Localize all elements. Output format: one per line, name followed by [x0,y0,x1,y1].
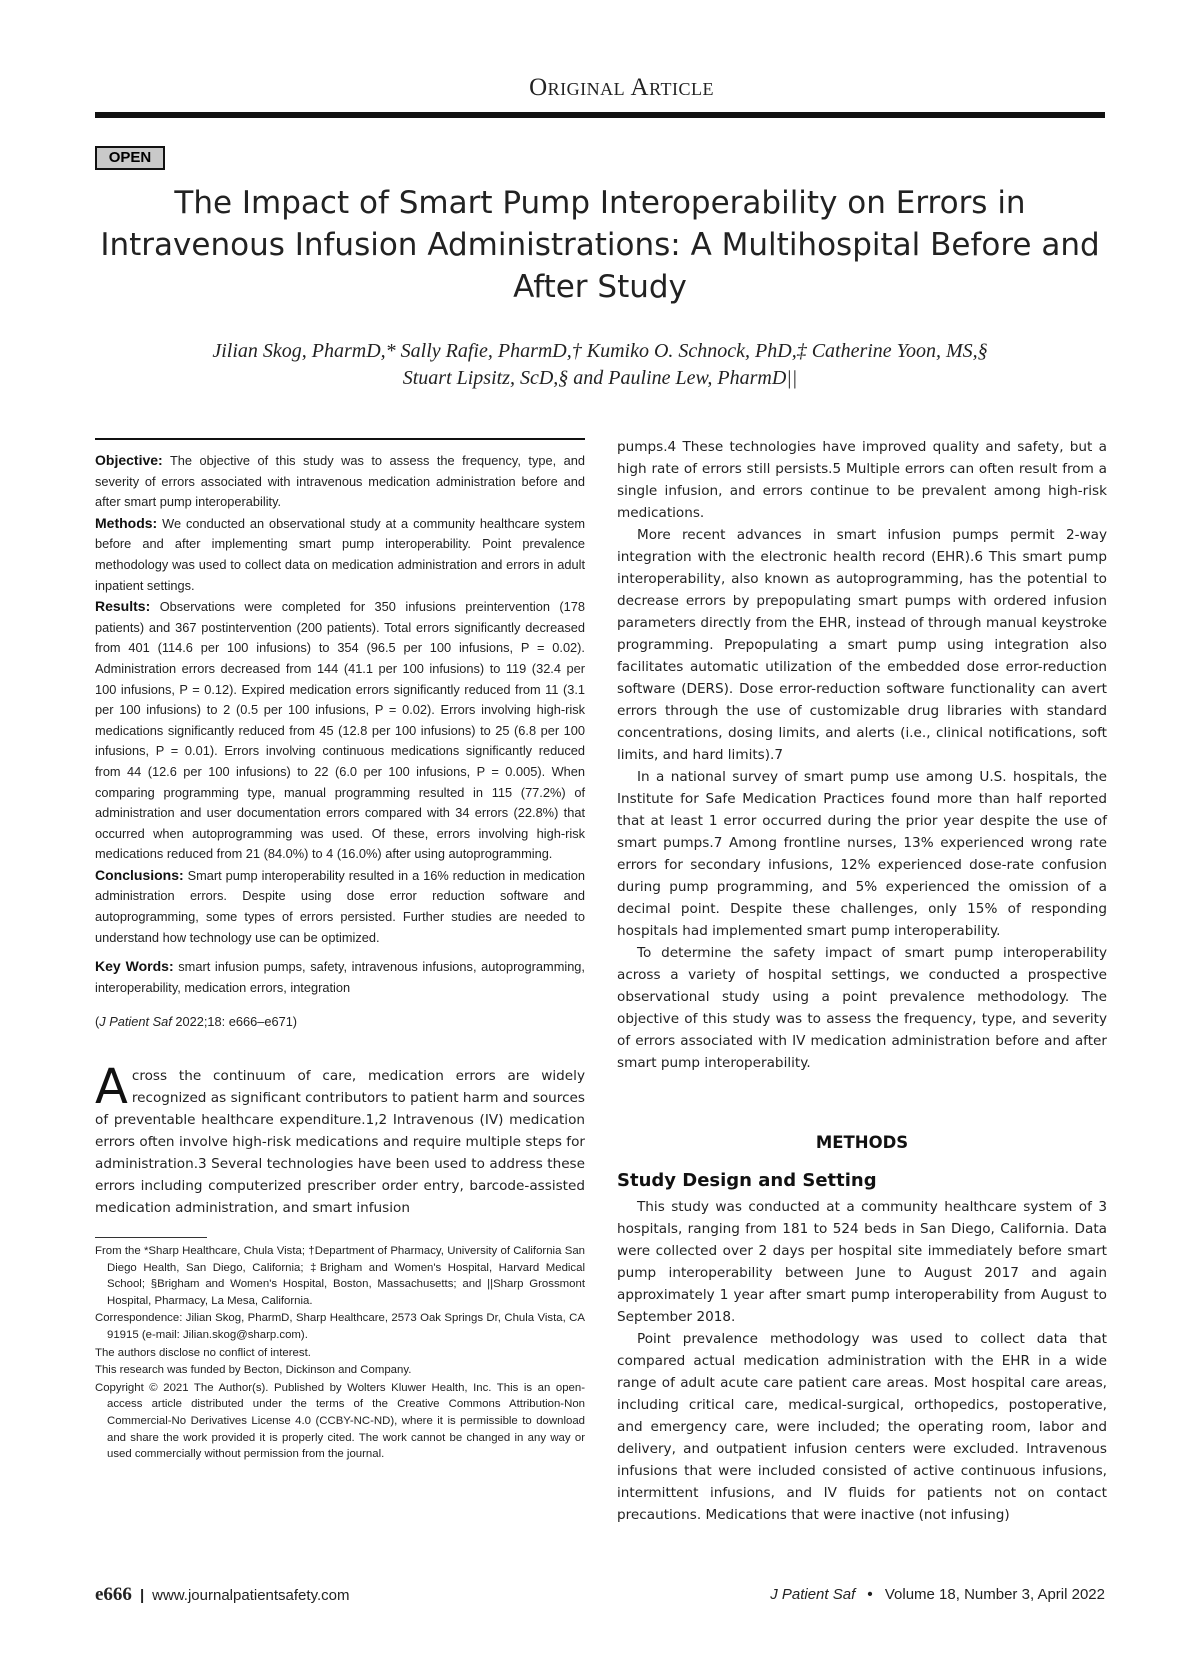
abstract-methods [95,513,585,596]
abstract-objective [95,450,585,513]
footer-bullet: • [867,1586,873,1603]
conclusions-text: Smart pump interoperability resulted in a 16% reduction in medication administration errors. Despite using dose error reduction software and autoprogramming, some types of errors persisted. Further studies are needed to understand how technology use can be optimized. [95,867,585,945]
citation-details: 2022;18: e666–e671) [175,1014,298,1030]
right-paragraph-4: To determine the safety impact of smart pump interoperability across a variety of hospital settings, we conducted a prospective observational study using a point prevalence methodology. The objective of this study was to assess the frequency, type, and severity of errors associated with IV medication administration before and after smart pump interoperability. [617,945,1107,1071]
abstract-conclusions [95,865,585,948]
abstract [95,438,585,1033]
intro-text: cross the continuum of care, medication errors are widely recognized as significant contributors to patient harm and sources of preventable healthcare expenditure.1,2 Intravenous (IV) medication errors often involve high-risk medications and require multiple steps for administration.3 Several technologies have been used to address these errors including computerized prescriber order entry, barcode-assisted medication administration, and smart infusion [95,1068,585,1217]
author-list [95,338,1105,392]
footer-separator: | [139,1587,145,1604]
affiliations-rule [95,1237,207,1238]
section-label: Original Article [529,74,714,101]
abstract-results [95,596,585,865]
footer-journal: J Patient Saf [770,1586,856,1603]
footer-issue: Volume 18, Number 3, April 2022 [884,1586,1105,1603]
methods-text: We conducted an observational study at a community healthcare system before and after implementing smart pump interoperability. Point prevalence methodology was used to collect data on medication administration and errors in adult inpatient settings. [95,515,585,593]
methods-heading: METHODS [815,1133,909,1152]
right-paragraph-5: This study was conducted at a community healthcare system of 3 hospitals, ranging from 181 to 524 beds in San Diego, California. Data were collected over 2 days per hospital site immediately before smart pump interoperability between June to August 2017 and again approximately 1 year after smart pump interoperability from August to September 2018. [617,1199,1107,1325]
study-design-heading: Study Design and Setting [617,1170,877,1191]
right-paragraph-2: More recent advances in smart infusion pumps permit 2-way integration with the electronic health record (EHR).6 This smart pump interoperability, also known as autoprogramming, has the potential to decrease errors by prepopulating smart pumps with ordered infusion parameters directly from the EHR, instead of through manual keystroke programming. Prepopulating a smart pump using integration also facilitates automatic utilization of the embedded dose error-reduction software (DERS). Dose error-reduction software functionality can avert errors through the use of customizable drug libraries with standard concentrations, dosing limits, and alerts (i.e., clinical notifications, soft limits, and hard limits).7 [617,527,1107,763]
affiliation-funding: This research was funded by Becton, Dickinson and Company. [95,1364,412,1377]
affiliation-from: From the *Sharp Healthcare, Chula Vista; †Department of Pharmacy, University of California San Diego Health, San Diego, California; ‡Brigham and Women's Hospital, Harvard Medical School; §Brigham and Women's Hospital, Boston, Massachusetts; and ||Sharp Grossmont Hospital, Pharmacy, La Mesa, California. [95,1245,585,1307]
abstract-keywords [95,956,585,998]
right-paragraph-1: pumps.4 These technologies have improved quality and safety, but a high rate of errors still persists.5 Multiple errors can often result from a single infusion, and errors continue to be prevalent among high-risk medications. [617,439,1107,521]
keywords-label: Key Words: [95,958,174,975]
keywords-text: smart infusion pumps, safety, intravenous infusions, autoprogramming, interoperability, medication errors, integration [95,959,585,995]
author-line-1: Jilian Skog, PharmD,* Sally Rafie, PharmD,† Kumiko O. Schnock, PhD,‡ Catherine Yoon, MS,§ [212,340,988,362]
affiliation-correspondence: Correspondence: Jilian Skog, PharmD, Sharp Healthcare, 2573 Oak Springs Dr, Chula Vista, CA 91915 (e-mail: Jilian.skog@sharp.com). [95,1312,585,1341]
right-column [617,436,1107,1526]
right-paragraph-3: In a national survey of smart pump use among U.S. hospitals, the Institute for Safe Medication Practices found more than half reported that at least 1 error occurred during the prior year despite the use of smart pumps.7 Among frontline nurses, 13% experienced wrong rate errors for secondary infusions, 12% experienced dose-rate confusion during pump programming, and 5% experienced the omission of a decimal point. Despite these challenges, only 15% of responding hospitals had implemented smart pump interoperability. [617,769,1107,939]
right-paragraph-6: Point prevalence methodology was used to collect data that compared actual medication administration with the EHR in a wide range of adult acute care patient care areas. Most hospital care areas, including critical care, medical-surgical, orthopedics, postoperative, and emergency care, were included; the operating room, labor and delivery, and outpatient infusion centers were excluded. Intravenous infusions that were included consisted of active continuous infusions, intermittent infusions, and IV fluids for patients not on contact precautions. Medications that were inactive (not infusing) [617,1331,1107,1523]
open-access-badge: OPEN [95,146,165,170]
affiliations [95,1243,585,1463]
article-title: The Impact of Smart Pump Interoperability on Errors in Intravenous Infusion Administrations: A Multihospital Before and After Study [100,185,1100,305]
objective-text: The objective of this study was to assess the frequency, type, and severity of errors associated with intravenous medication administration before and after smart pump interoperability. [95,453,585,510]
intro-paragraph [95,1059,585,1219]
left-column [95,438,585,1464]
methods-label: Methods: [95,514,158,531]
author-line-2: Stuart Lipsitz, ScD,§ and Pauline Lew, PharmD|| [402,367,798,389]
page-footer [95,1584,1105,1608]
journal-url: www.journalpatientsafety.com [152,1587,350,1604]
conclusions-label: Conclusions: [95,866,184,883]
results-text: Observations were completed for 350 infusions preintervention (178 patients) and 367 postintervention (200 patients). Total errors significantly decreased from 401 (114.6 per 100 infusions) to 354 (96.5 per 100 infusions, P = 0.02). Administration errors decreased from 144 (41.1 per 100 infusions) to 119 (32.4 per 100 infusions, P = 0.12). Expired medication errors significantly reduced from 11 (3.1 per 100 infusions) to 2 (0.5 per 100 infusions, P = 0.02). Errors involving high-risk medications significantly reduced from 45 (12.8 per 100 infusions) to 25 (6.8 per 100 infusions, P = 0.01). Errors involving continuous medications significantly reduced from 44 (12.6 per 100 infusions) to 22 (6.0 per 100 infusions, P = 0.005). When comparing programming type, manual programming resulted in 115 (77.2%) of administration and user documentation errors compared with 34 errors (22.8%) that occurred when autoprogramming was used. Of these, errors involving high-risk medications reduced from 21 (84.0%) to 4 (16.0%) after using autoprogramming. [95,599,585,862]
affiliation-conflict: The authors disclose no conflict of interest. [95,1346,311,1359]
intro-section [95,1059,585,1219]
affiliation-copyright: Copyright © 2021 The Author(s). Published by Wolters Kluwer Health, Inc. This is an open-access article distributed under the terms of the Creative Commons Attribution-Non Commercial-No Derivatives License 4.0 (CCBY-NC-ND), where it is permissible to download and share the work provided it is properly cited. The work cannot be changed in any way or used commercially without permission from the journal. [95,1381,585,1461]
drop-cap: A [95,1059,128,1116]
results-label: Results: [95,598,151,615]
footer-right [770,1586,1105,1603]
page-number: e666 [95,1584,132,1605]
citation-journal: J Patient Saf [99,1014,172,1030]
objective-label: Objective: [95,452,163,468]
citation: (J Patient Saf 2022;18: e666–e671) [95,1014,298,1030]
header-rule [95,112,1105,118]
footer-left [95,1584,349,1606]
